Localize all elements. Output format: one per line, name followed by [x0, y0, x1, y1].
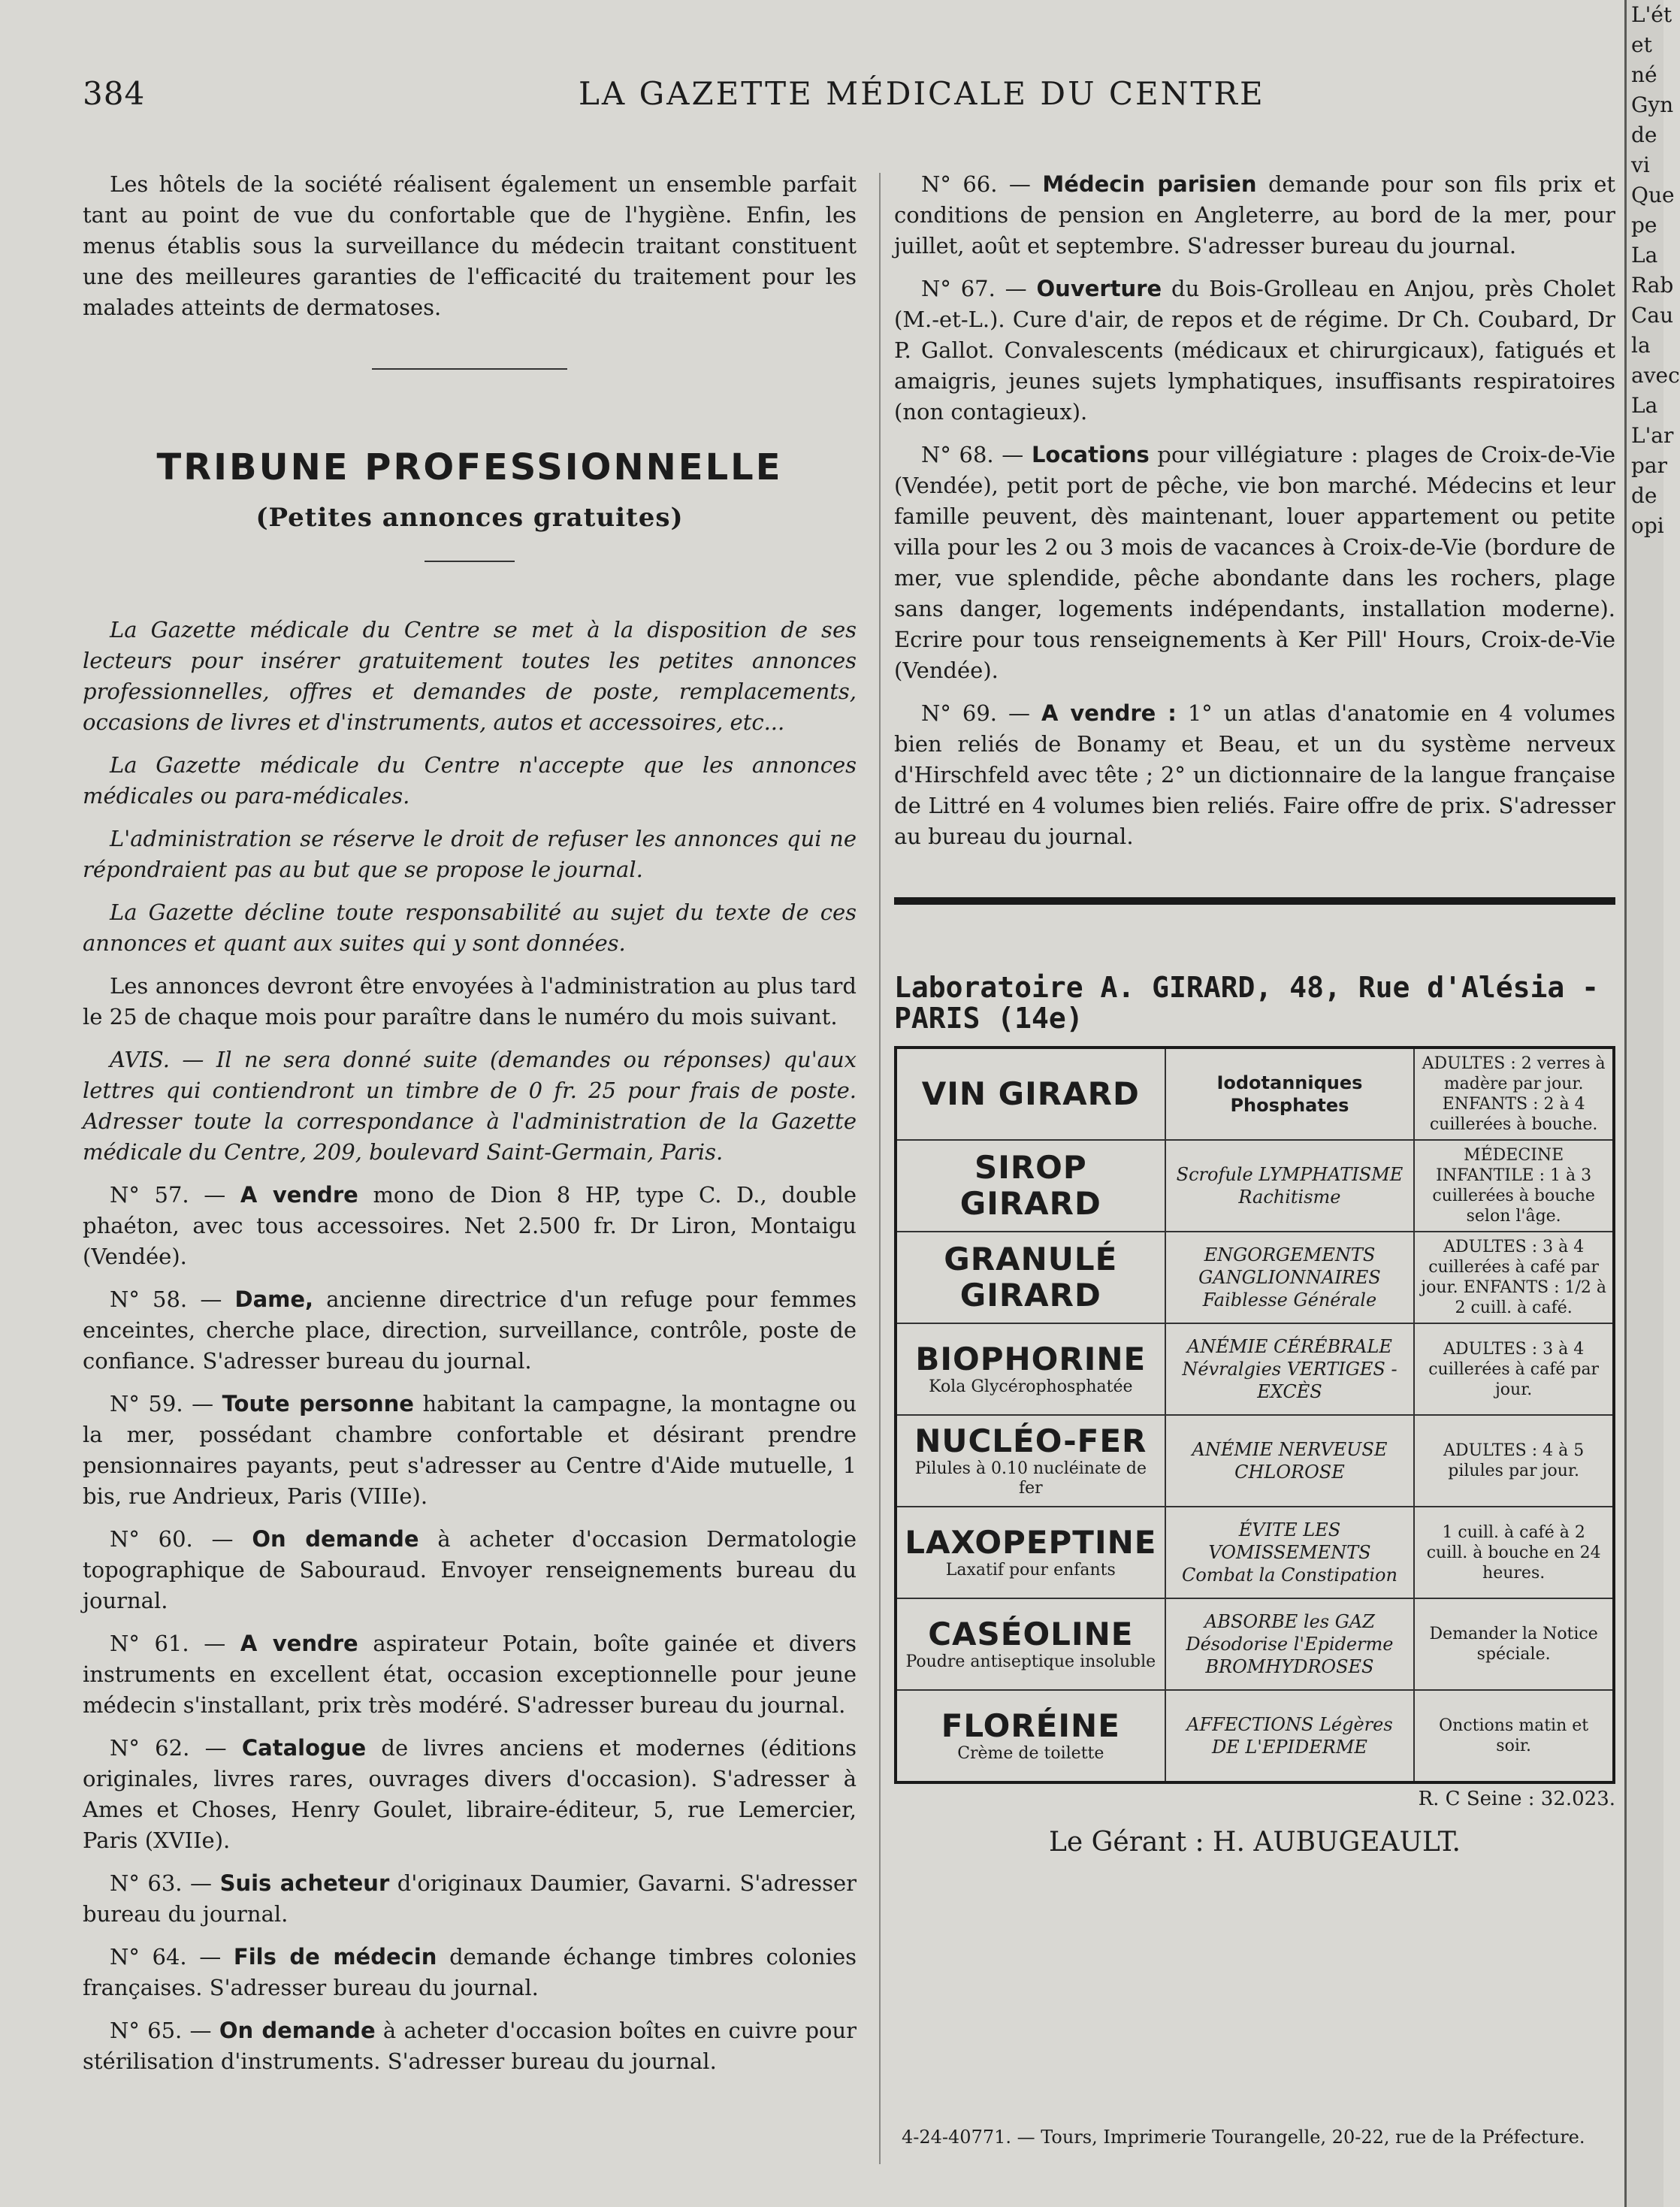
section-separator: [372, 368, 567, 370]
dosage-cell: ADULTES : 4 à 5 pilules par jour.: [1414, 1415, 1614, 1507]
product-name: NUCLÉO-FER: [914, 1422, 1147, 1459]
dosage-cell: MÉDECINE INFANTILE : 1 à 3 cuillerées à bouche selon l'âge.: [1414, 1140, 1614, 1232]
classified-ad: N° 68. — Locations pour villégiature : plages de Croix-de-Vie (Vendée), petit port de pêche, vie bon marché. Médecins et leur famille peuvent, dès maintenant, louer appartement ou petite villa pour les 2 ou 3 mois de vacances à Croix-de-Vie (bordure de mer, vue splendide, pêche abondante dans les rochers, plage sans danger, logements indépendants, installation moderne). Ecrire pour tous renseignements à Ker Pill' Hours, Croix-de-Vie (Vendée).: [894, 442, 1616, 683]
dosage-cell: Onctions matin et soir.: [1414, 1690, 1614, 1782]
journal-title: LA GAZETTE MÉDICALE DU CENTRE: [579, 75, 1265, 112]
indication-cell: Scrofule LYMPHATISME Rachitisme: [1165, 1140, 1415, 1232]
product-name: SIROP GIRARD: [959, 1149, 1101, 1222]
deadline-paragraph: Les annonces devront être envoyées à l'administration au plus tard le 25 de chaque mois pour paraître dans le numéro du mois suivant.: [83, 973, 857, 1029]
right-column: [894, 169, 1615, 1870]
dosage-cell: Demander la Notice spéciale.: [1414, 1598, 1614, 1690]
printer-line: 4-24-40771. — Tours, Imprimerie Tourangelle, 20-22, rue de la Préfecture.: [902, 2127, 1585, 2148]
indication-cell: ANÉMIE NERVEUSE CHLOROSE: [1165, 1415, 1415, 1507]
classified-ad: N° 61. — A vendre aspirateur Potain, boîte gainée et divers instruments en excellent état, occasion exceptionnelle pour jeune médecin s'installant, prix très modéré. S'adresser bureau du journal.: [83, 1631, 857, 1718]
laboratory-header: Laboratoire A. GIRARD, 48, Rue d'Alésia - PARIS (14e): [894, 971, 1599, 1035]
classified-ad: N° 67. — Ouverture du Bois-Grolleau en Anjou, près Cholet (M.-et-L.). Cure d'air, de repos et de régime. Dr Ch. Coubard, Dr P. Gallot. Convalescents (médicaux et chirurgicaux), fatigués et amaigris, jeunes sujets lymphatiques, insuffisants respiratoires (non contagieux).: [894, 276, 1616, 425]
indication-cell: ENGORGEMENTS GANGLIONNAIRES Faiblesse Générale: [1165, 1232, 1415, 1323]
section-title: TRIBUNE PROFESSIONNELLE: [156, 446, 783, 488]
left-column: [83, 169, 857, 2089]
notice-paragraph: La Gazette médicale du Centre se met à la disposition de ses lecteurs pour insérer gratuitement toutes les petites annonces professionnelles, offres et demandes de poste, remplacements, occasions de livres et d'instruments, autos et accessoires, etc...: [83, 617, 857, 735]
product-description: Crème de toilette: [957, 1744, 1104, 1763]
dosage-cell: ADULTES : 3 à 4 cuillerées à café par jour.: [1414, 1323, 1614, 1415]
indication-cell: Iodotanniques Phosphates: [1165, 1048, 1415, 1140]
dosage-cell: ADULTES : 2 verres à madère par jour. ENFANTS : 2 à 4 cuillerées à bouche.: [1414, 1048, 1614, 1140]
classified-ad: N° 58. — Dame, ancienne directrice d'un refuge pour femmes enceintes, cherche place, direction, surveillance, contrôle, poste de confiance. S'adresser bureau du journal.: [83, 1286, 857, 1374]
table-row: [896, 1507, 1614, 1598]
table-row: [896, 1598, 1614, 1690]
running-header: [83, 75, 1615, 120]
table-row: [896, 1323, 1614, 1415]
dosage-cell: 1 cuill. à café à 2 cuill. à bouche en 24 heures.: [1414, 1507, 1614, 1598]
notice-paragraph: La Gazette médicale du Centre n'accepte que les annonces médicales ou para-médicales.: [83, 752, 857, 809]
advert-separator: [894, 897, 1615, 905]
adjacent-page-edge: L'ét et né Gyn de vi Que pe La Rab Cau la avec La L'ar par de opi: [1624, 0, 1663, 2207]
classified-ad: N° 64. — Fils de médecin demande échange timbres colonies françaises. S'adresser bureau du journal.: [83, 1944, 857, 2000]
publisher-signature: Le Gérant : H. AUBUGEAULT.: [1049, 1827, 1461, 1858]
classified-ad: N° 59. — Toute personne habitant la campagne, la montagne ou la mer, possédant chambre confortable et désirant prendre pensionnaires payants, peut s'adresser au Centre d'Aide mutuelle, 1 bis, rue Andrieux, Paris (VIIIe).: [83, 1391, 857, 1509]
classified-ad: N° 65. — On demande à acheter d'occasion boîtes en cuivre pour stérilisation d'instruments. S'adresser bureau du journal.: [83, 2018, 857, 2074]
indication-cell: ANÉMIE CÉRÉBRALE Névralgies VERTIGES - EXCÈS: [1165, 1323, 1415, 1415]
product-description: Laxatif pour enfants: [945, 1561, 1116, 1580]
subtitle-separator: [425, 561, 515, 562]
product-name: BIOPHORINE: [915, 1341, 1147, 1377]
product-name: GRANULÉ GIRARD: [944, 1241, 1118, 1314]
product-description: Poudre antiseptique insoluble: [905, 1652, 1156, 1671]
table-row: [896, 1140, 1614, 1232]
trade-register: R. C Seine : 32.023.: [1418, 1788, 1615, 1810]
product-name: FLORÉINE: [941, 1707, 1120, 1744]
column-divider: [879, 173, 881, 2164]
avis-paragraph: AVIS. — Il ne sera donné suite (demandes ou réponses) qu'aux lettres qui contiendront un timbre de 0 fr. 25 pour frais de poste. Adresser toute la correspondance à l'administration de la Gazette médicale du Centre, 209, boulevard Saint-Germain, Paris.: [83, 1047, 857, 1165]
table-row: [896, 1048, 1614, 1140]
classified-ad: N° 60. — On demande à acheter d'occasion Dermatologie topographique de Sabouraud. Envoyer renseignements bureau du journal.: [83, 1526, 857, 1613]
product-description: Pilules à 0.10 nucléinate de fer: [914, 1459, 1147, 1498]
table-row: [896, 1415, 1614, 1507]
section-subtitle: (Petites annonces gratuites): [255, 503, 684, 533]
classified-ad: N° 63. — Suis acheteur d'originaux Daumier, Gavarni. S'adresser bureau du journal.: [83, 1870, 857, 1927]
notice-paragraph: La Gazette décline toute responsabilité au sujet du texte de ces annonces et quant aux suites qui y sont données.: [83, 899, 857, 956]
intro-paragraph: Les hôtels de la société réalisent également un ensemble parfait tant au point de vue du confortable que de l'hygiène. Enfin, les menus établis sous la surveillance du médecin traitant constituent une des meilleures garanties de l'efficacité du traitement pour les malades atteints de dermatoses.: [83, 171, 857, 320]
table-row: [896, 1232, 1614, 1323]
classified-ad: N° 57. — A vendre mono de Dion 8 HP, type C. D., double phaéton, avec tous accessoires. Net 2.500 fr. Dr Liron, Montaigu (Vendée).: [83, 1182, 857, 1269]
classified-ad: N° 66. — Médecin parisien demande pour son fils prix et conditions de pension en Angleterre, au bord de la mer, pour juillet, août et septembre. S'adresser bureau du journal.: [894, 171, 1616, 258]
product-name: CASÉOLINE: [928, 1616, 1134, 1652]
notice-paragraph: L'administration se réserve le droit de refuser les annonces qui ne répondraient pas au but que se propose le journal.: [83, 826, 857, 882]
girard-products-table: [894, 1046, 1615, 1784]
product-description: Kola Glycérophosphatée: [929, 1377, 1133, 1396]
indication-cell: AFFECTIONS Légères DE L'EPIDERME: [1165, 1690, 1415, 1782]
indication-cell: ÉVITE LES VOMISSEMENTS Combat la Constipation: [1165, 1507, 1415, 1598]
classified-ad: N° 69. — A vendre : 1° un atlas d'anatomie en 4 volumes bien reliés de Bonamy et Beau, et un du système nerveux d'Hirschfeld avec tête ; 2° un dictionnaire de la langue française de Littré en 4 volumes bien reliés. Faire offre de prix. S'adresser au bureau du journal.: [894, 700, 1616, 849]
indication-cell: ABSORBE les GAZ Désodorise l'Epiderme BROMHYDROSES: [1165, 1598, 1415, 1690]
dosage-cell: ADULTES : 3 à 4 cuillerées à café par jour. ENFANTS : 1/2 à 2 cuill. à café.: [1414, 1232, 1614, 1323]
product-name: LAXOPEPTINE: [905, 1524, 1157, 1561]
table-row: [896, 1690, 1614, 1782]
product-name: VIN GIRARD: [921, 1075, 1140, 1112]
page-number: 384: [83, 75, 146, 112]
classified-ad: N° 62. — Catalogue de livres anciens et modernes (éditions originales, livres rares, ouvrages divers d'occasion). S'adresser à Ames et Choses, Henry Goulet, libraire-éditeur, 5, rue Lemercier, Paris (XVIIe).: [83, 1735, 857, 1853]
